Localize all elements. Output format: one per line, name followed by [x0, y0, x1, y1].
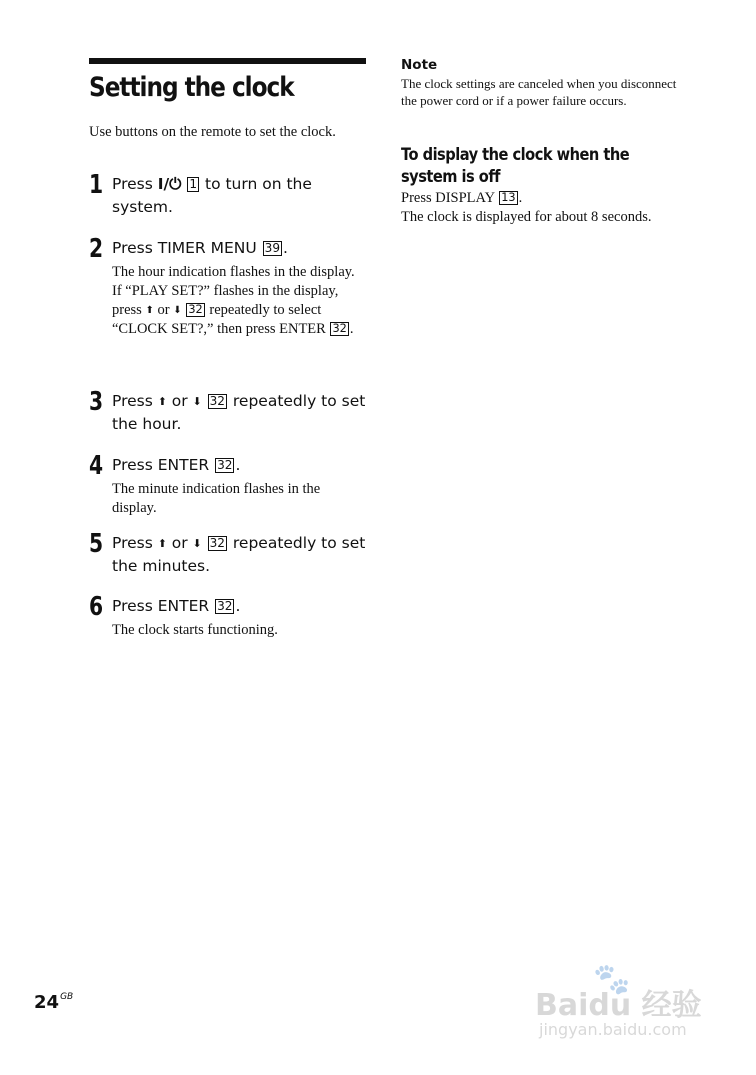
button-ref-box: 32: [217, 458, 233, 472]
button-ref-box: 32: [209, 536, 225, 550]
up-arrow-icon: ⬆: [157, 395, 167, 408]
note-heading: Note: [401, 57, 438, 73]
watermark: [535, 962, 715, 1047]
step-detail: If “PLAY SET?” flashes in the display, press ⬆ or ⬇ 32 repeatedly to select “CLOCK SET?,” then press ENTER 32 .: [112, 283, 354, 337]
step-detail: The hour indication flashes in the display.: [112, 264, 355, 280]
step-5: [89, 531, 374, 578]
step-number: 4: [89, 451, 104, 481]
step-number: 3: [89, 387, 104, 417]
step-instruction: Press TIMER MENU 39 .: [112, 239, 288, 257]
step-4: [89, 453, 374, 518]
step-instruction: Press ENTER 32 .: [112, 597, 241, 615]
step-detail: The minute indication flashes in the display.: [112, 481, 321, 516]
step-instruction: Press ⬆ or ⬇ 32 repeatedly to set the hour.: [112, 392, 366, 433]
step-instruction: Press ⬆ or ⬇ 32 repeatedly to set the minutes.: [112, 534, 366, 575]
step-number: 2: [89, 234, 104, 264]
step-instruction: Press ENTER 32 .: [112, 456, 241, 474]
button-ref-box: 1: [189, 177, 198, 191]
button-ref-box: 39: [264, 241, 281, 255]
down-arrow-icon: ⬇: [173, 305, 182, 316]
page-suffix: GB: [60, 992, 74, 1002]
step-number: 6: [89, 592, 104, 622]
section-body: Press DISPLAY 13 . The clock is displayed for about 8 seconds.: [401, 189, 661, 227]
page-title: Setting the clock: [89, 72, 294, 103]
button-ref-box: 32: [332, 322, 347, 335]
step-detail: The clock starts functioning.: [112, 622, 278, 638]
intro-text: Use buttons on the remote to set the clock.: [89, 124, 336, 140]
step-instruction: Press I/⏻ 1 to turn on the system.: [112, 175, 312, 216]
button-ref-box: 32: [217, 599, 233, 613]
step-1: [89, 172, 374, 219]
note-text: The clock settings are canceled when you disconnect the power cord or if a power failure occurs.: [401, 76, 677, 108]
watermark-logo: Baidu 经验: [535, 988, 702, 1023]
step-number: 1: [89, 170, 104, 200]
power-icon: I/⏻: [157, 175, 182, 193]
step-3: [89, 389, 374, 436]
up-arrow-icon: ⬆: [157, 537, 167, 550]
title-rule: [89, 58, 366, 64]
section-detail: The clock is displayed for about 8 seconds.: [401, 209, 652, 225]
button-ref-box: 13: [501, 191, 516, 204]
down-arrow-icon: ⬇: [192, 537, 202, 550]
step-2: [89, 236, 374, 339]
paw-icon: 🐾: [593, 963, 631, 996]
section-heading: To display the clock when the system is off: [401, 145, 630, 187]
step-number: 5: [89, 529, 104, 559]
page-number: $24^{GB}$: [34, 992, 74, 1013]
button-ref-box: 32: [209, 394, 225, 408]
watermark-url: jingyan.baidu.com: [539, 1020, 687, 1039]
button-ref-box: 32: [188, 303, 203, 316]
up-arrow-icon: ⬆: [145, 305, 154, 316]
step-6: [89, 594, 374, 640]
down-arrow-icon: ⬇: [192, 395, 202, 408]
